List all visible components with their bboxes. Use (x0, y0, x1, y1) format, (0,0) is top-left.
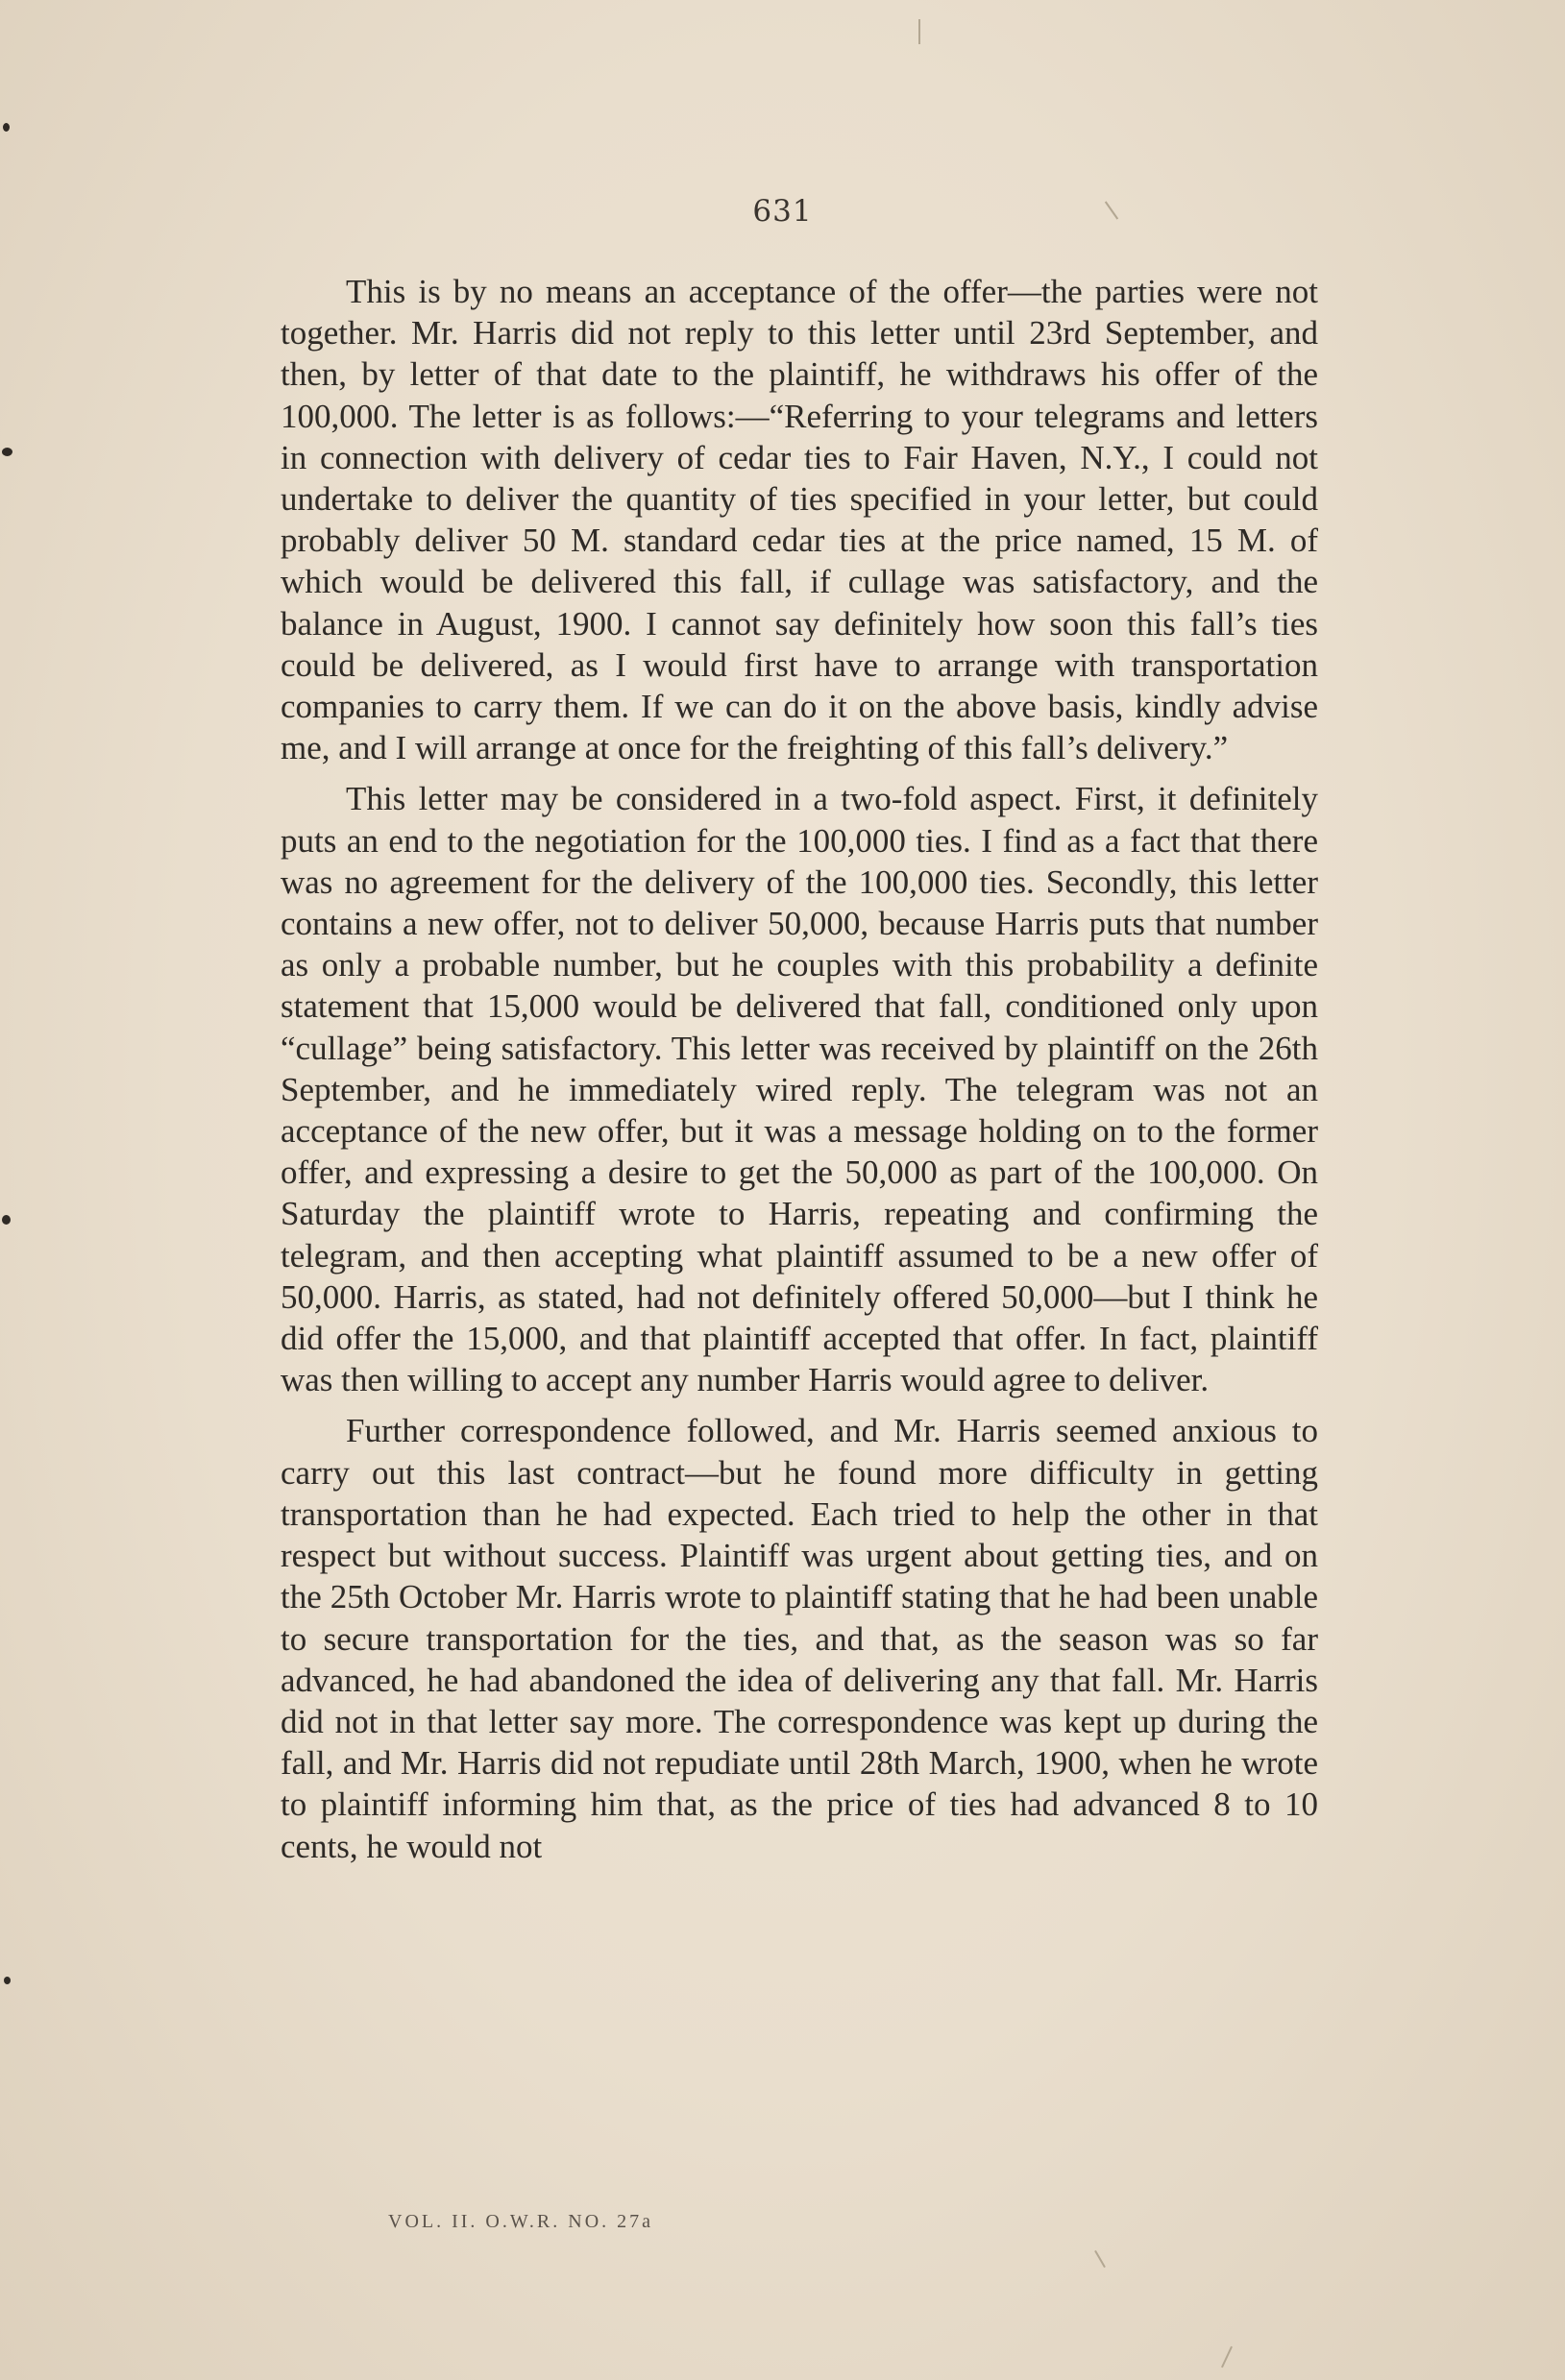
ink-speck (2, 1215, 11, 1225)
paper-scratch (1094, 2250, 1106, 2268)
ink-speck (3, 123, 10, 132)
paper-scratch (918, 19, 920, 44)
signature-mark: VOL. II. O.W.R. NO. 27a (388, 2211, 654, 2232)
paper-scratch (1221, 2346, 1233, 2368)
page-number: 631 (752, 194, 813, 229)
paragraph: Further correspondence followed, and Mr. Harris seemed anxious to carry out this last contract—but he found more difficulty in getting transportation than he had expected. Each tried to help the other in that respect but without success. Plaintiff was urgent about getting ties, and on the 25th October Mr. Harris wrote to plaintiff stating that he had been unable to secure transportation for the ties, and that, as the season was so far advanced, he had abandoned the idea of delivering any that fall. Mr. Harris did not in that letter say more. The correspondence was kept up during the fall, and Mr. Harris did not repudiate until 28th March, 1900, when he wrote to plaintiff informing him that, as the price of ties had advanced 8 to 10 cents, he would not (281, 1412, 1318, 1865)
paragraph: This is by no means an acceptance of the offer—the parties were not together. Mr. Harris did not reply to this letter until 23rd September, and then, by letter of that date to the plaintiff, he withdraws his offer of the 100,000. The letter is as follows:—“Referring to your telegrams and letters in connection with delivery of cedar ties to Fair Haven, N.Y., I could not undertake to deliver the quantity of ties specified in your letter, but could probably deliver 50 M. standard cedar ties at the price named, 15 M. of which would be delivered this fall, if cullage was satisfactory, and the balance in August, 1900. I cannot say definitely how soon this fall’s ties could be delivered, as I would first have to arrange with transportation companies to carry them. If we can do it on the above basis, kindly advise me, and I will arrange at once for the freighting of this fall’s delivery.” (281, 273, 1318, 767)
body-text (281, 271, 1318, 1867)
ink-speck (2, 448, 12, 456)
paragraph: This letter may be considered in a two-fold aspect. First, it definitely puts an end to the negotiation for the 100,000 ties. I find as a fact that there was no agreement for the delivery of the 100,000 ties. Secondly, this letter contains a new offer, not to deliver 50,000, because Harris puts that number as only a probable number, but he couples with this probability a definite statement that 15,000 would be delivered that fall, conditioned only upon “cullage” being satisfactory. This letter was received by plaintiff on the 26th September, and he immediately wired reply. The telegram was not an acceptance of the new offer, but it was a message holding on to the former offer, and expressing a desire to get the 50,000 as part of the 100,000. On Saturday the plaintiff wrote to Harris, repeating and confirming the telegram, and then accepting what plaintiff assumed to be a new offer of 50,000. Harris, as stated, had not definitely offered 50,000—but I think he did offer the 15,000, and that plaintiff accepted that offer. In fact, plaintiff was then willing to accept any number Harris would agree to deliver. (281, 780, 1318, 1399)
ink-speck (4, 1977, 11, 1984)
